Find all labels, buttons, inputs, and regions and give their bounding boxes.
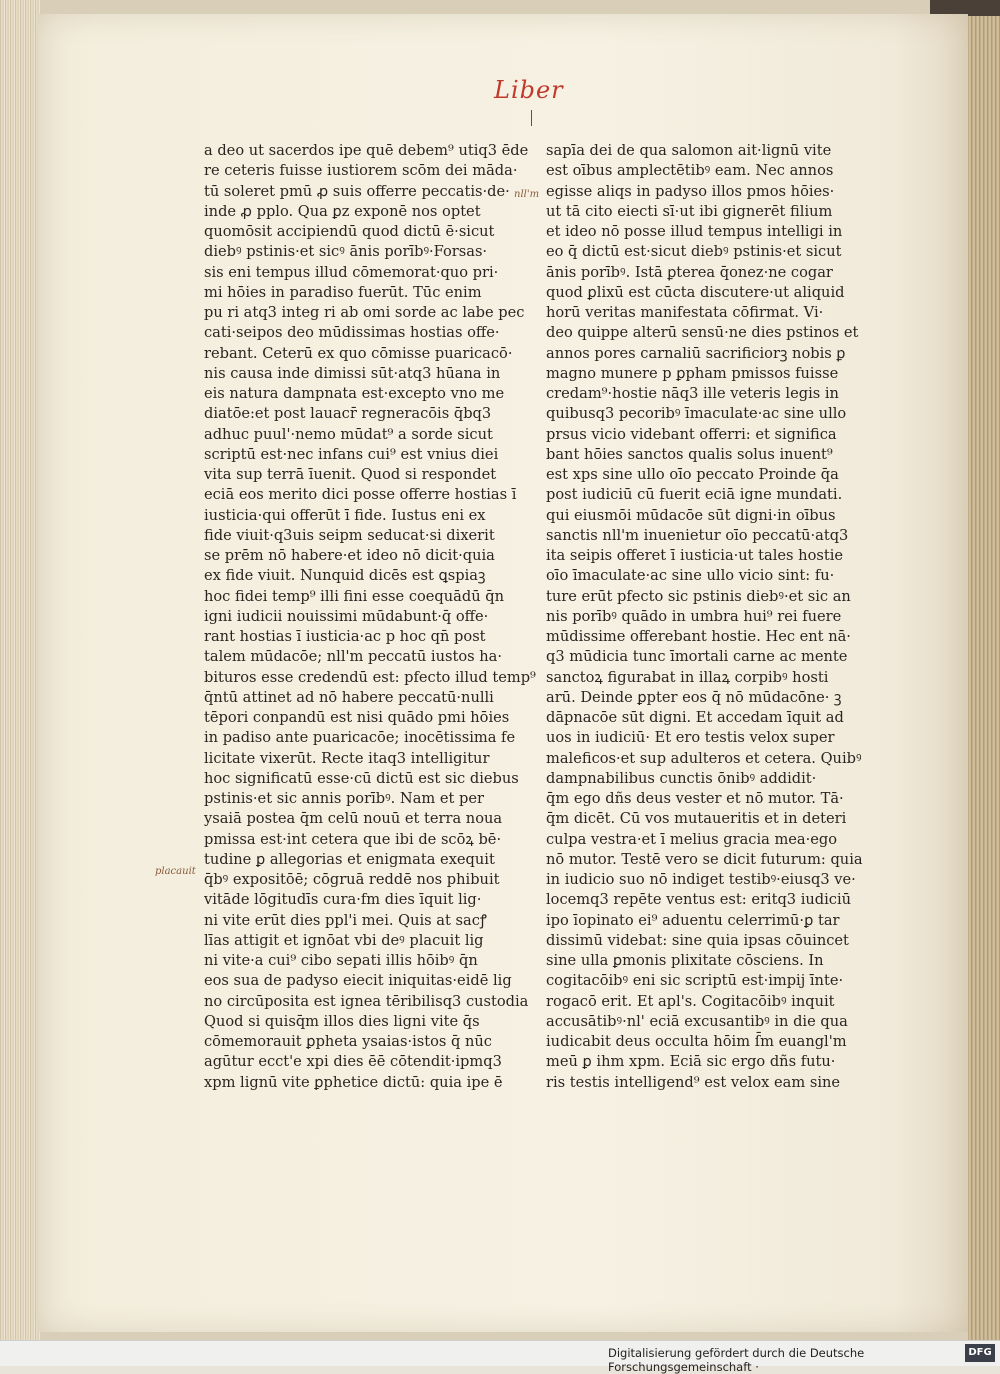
text-line: scriptū est·nec infans cui⁹ est vnius diei (204, 445, 499, 463)
text-line: ita seipis offeret ī iusticia·ut tales hostie (546, 547, 844, 564)
text-line: in padiso ante puaricacōe; inocētissima fe (204, 729, 516, 747)
text-line: in iudicio suo nō indiget testibꝰ·eiusq3 ve· (546, 871, 856, 888)
text-line: sis eni tempus illud cōmemorat·quo pri· (204, 263, 499, 281)
text-line: annos pores carnaliū sacrificiorꝫ nobis ꝑ (546, 344, 846, 362)
text-line: ipo īopinato ei⁹ aduentu celerrimū·ꝑ tar (546, 911, 840, 929)
text-line: rogacō erit. Et apl's. Cogitacōibꝰ inquit (546, 992, 835, 1010)
text-line: deo quippe alterū sensū·ne dies pstinos et (546, 324, 859, 342)
text-line: eo q̄ dictū est·sicut diebꝰ pstinis·et sicut (546, 243, 842, 261)
text-line: nis causa inde dimissi sūt·atq3 hūana in (204, 364, 501, 382)
text-line: ānis porībꝰ. Istā ꝑterea q̄onez·ne cogar (546, 263, 833, 281)
margin-note-right: nll'm (514, 189, 540, 200)
text-line: tēpori conpandū est nisi quādo pmi hōies (204, 709, 510, 726)
text-line: arū. Deinde ꝑpter eos q̄ nō mūdacōne· ꝫ (546, 688, 842, 706)
text-line: no circūposita est ignea tēribilisq3 custodia (204, 992, 529, 1010)
text-line: maleficos·et sup adulteros et cetera. Quibꝰ (546, 749, 862, 767)
text-line: a deo ut sacerdos ipe quē debem⁹ utiq3 ēde (204, 142, 529, 159)
page-heading: Liber (494, 76, 564, 104)
footer-bar (0, 1340, 1000, 1374)
text-line: culpa vestra·et ī melius gracia mea·ego (546, 830, 838, 848)
right-text-column (546, 141, 863, 1093)
text-line: fide viuit·q3uis seipm seducat·si dixerit (204, 526, 495, 544)
text-line: inde ꝓ pplo. Qua ꝑz exponē nos optet (204, 202, 481, 220)
text-line: dāpnacōe sūt digni. Et accedam īquit ad (546, 709, 844, 726)
text-line: līas attigit et ignōat vbi deꝰ placuit lig (204, 931, 484, 949)
text-line: meū ꝑ ihm xpm. Eciā sic ergo dñs futu· (546, 1053, 836, 1071)
text-line: vitāde lōgitudīs cura·fm dies īquit lig· (204, 891, 482, 909)
page-edges-right (968, 0, 1000, 1340)
text-line: ex fide viuit. Nunquid dicēs est ꝗspiaꝫ (204, 567, 486, 585)
text-line: sanctis nll'm inuenietur oīo peccatū·atq3 (546, 526, 849, 544)
text-line: oīo īmaculate·ac sine ullo vicio sint: fu· (546, 567, 835, 585)
text-line: re ceteris fuisse iustiorem scōm dei māda· (204, 162, 518, 180)
text-line: sanctoꝝ figurabat in illaꝝ corpibꝰ hosti (546, 668, 829, 686)
text-line: ysaiā postea q̄m celū nouū et terra noua (204, 810, 503, 828)
text-line: ni vite erūt dies ppl'i mei. Quis at sacꝭ (204, 911, 487, 929)
text-line: magno munere p ꝑpham pmissos fuisse (546, 364, 839, 382)
text-line: quomōsit accipiendū quod dictū ē·sicut (204, 223, 495, 240)
text-line: adhuc puul'·nemo mūdat⁹ a sorde sicut (204, 425, 493, 443)
text-line: egisse aliqs in padyso illos pmos hōies· (546, 182, 835, 200)
text-line: locemq3 repēte ventus est: eritq3 iudiciū (546, 891, 852, 909)
text-line: nō mutor. Testē vero se dicit futurum: quia (546, 850, 863, 868)
text-line: talem mūdacōe; nll'm peccatū iustos ha· (204, 648, 503, 666)
page-edges-left (0, 0, 40, 1340)
text-line: et ideo nō posse illud tempus intelligi in (546, 223, 843, 240)
text-line: mi hōies in paradiso fuerūt. Tūc enim (204, 283, 482, 301)
text-line: pstinis·et sic annis porībꝰ. Nam et per (204, 790, 484, 807)
text-line: eciā eos merito dici posse offerre hostias ī (204, 486, 517, 504)
left-text-column (204, 141, 536, 1093)
text-line: iudicabit deus occulta hōim ſ̄m euangl'm (546, 1033, 847, 1050)
text-line: licitate vixerūt. Recte itaq3 intelligitur (204, 749, 490, 767)
text-line: bant hōies sanctos qualis solus inuent⁹ (546, 445, 833, 463)
text-line: cati·seipos deo mūdissimas hostias offe· (204, 324, 500, 342)
dfg-logo: DFG (965, 1344, 995, 1362)
text-line: quibusq3 pecoribꝰ īmaculate·ac sine ullo (546, 405, 847, 423)
text-line: dampnabilibus cunctis ōnibꝰ addidit· (546, 769, 817, 787)
text-line: post iudiciū cū fuerit eciā igne mundati. (546, 486, 843, 504)
text-line: pmissa est·int cetera que ibi de scōꝝ bē· (204, 830, 502, 848)
text-line: rebant. Ceterū ex quo cōmisse puaricacō· (204, 344, 513, 362)
text-line: dissimū videbat: sine quia ipsas cōuincet (546, 931, 849, 949)
text-line: rant hostias ī iusticia·ac p hoc qn̄ post (204, 628, 486, 645)
text-line: q3 mūdicia tunc īmortali carne ac mente (546, 648, 848, 666)
text-line: iusticia·qui offerūt ī fide. Iustus eni ex (204, 506, 486, 524)
text-line: bituros esse credendū est: pfecto illud temp⁹ (204, 668, 536, 686)
text-line: est xps sine ullo oīo peccato Proinde q̄a (546, 466, 839, 483)
text-line: diebꝰ pstinis·et sicꝰ ānis porībꝰ·Forsas· (204, 243, 488, 261)
text-line: eis natura dampnata est·excepto vno me (204, 385, 505, 402)
text-line: pu ri atq3 integ ri ab omi sorde ac labe pec (204, 304, 525, 321)
text-line: igni iudicii nouissimi mūdabunt·q̄ offe· (204, 607, 489, 625)
footer-credit: Digitalisierung gefördert durch die Deutsche Forschungsgemeinschaft · (608, 1346, 865, 1374)
text-line: sine ulla ꝑmonis plixitate cōsciens. In (546, 952, 824, 969)
text-line: Quod si quisq̄m illos dies ligni vite q̄s (204, 1012, 480, 1030)
text-line: est oībus amplectētibꝰ eam. Nec annos (546, 162, 834, 180)
text-line: uos in iudiciū· Et ero testis velox super (546, 729, 835, 747)
text-line: horū veritas manifestata cōfirmat. Vi· (546, 304, 824, 321)
text-line: ris testis intelligend⁹ est velox eam sine (546, 1073, 841, 1091)
text-line: tū soleret pmū ꝓ suis offerre peccatis·de· (204, 182, 510, 200)
text-line: q̄m dicēt. Cū vos mutaueritis et in deteri (546, 810, 847, 828)
text-line: se prēm nō habere·et ideo nō dicit·quia (204, 547, 495, 564)
text-line: q̄ntū attinet ad nō habere peccatū·nulli (204, 688, 494, 706)
text-line: mūdissime offerebant hostie. Hec ent nā· (546, 628, 851, 645)
text-line: sapīa dei de qua salomon ait·lignū vite (546, 142, 832, 159)
text-line: ture erūt pfecto sic pstinis diebꝰ·et sic an (546, 587, 851, 605)
text-line: q̄bꝰ expositōē; cōgruā reddē nos phibuit (204, 871, 500, 888)
text-line: qui eiusmōi mūdacōe sūt digni·in oībus (546, 506, 836, 524)
text-line: hoc fidei temp⁹ illi fini esse coequādū q̄n (204, 587, 504, 605)
text-line: agūtur ecct'e xpi dies ēē cōtendit·ipmq3 (204, 1053, 502, 1071)
margin-note-left: placauit (155, 866, 196, 877)
heading-tick (531, 110, 532, 126)
text-line: quod ꝑlixū est cūcta discutere·ut aliquid (546, 283, 845, 301)
text-line: q̄m ego dñs deus vester et nō mutor. Tā· (546, 790, 844, 807)
text-line: prsus vicio videbant offerri: et significa (546, 425, 837, 443)
text-line: ni vite·a cui⁹ cibo sepati illis hōibꝰ q̄n (204, 952, 478, 969)
text-line: eos sua de padyso eiecit iniquitas·eidē lig (204, 972, 512, 990)
text-line: diatōe:et post lauacr̄ regneracōis q̄bq3 (204, 405, 492, 423)
text-line: cōmemorauit ꝑpheta ysaias·istos q̄ nūc (204, 1033, 492, 1050)
text-line: xpm lignū vite ꝑphetice dictū: quia ipe ē (204, 1073, 503, 1091)
text-line: cogitacōibꝰ eni sic scriptū est·impij īnte· (546, 972, 844, 990)
text-line: hoc significatū esse·cū dictū est sic diebus (204, 769, 519, 787)
text-line: ut tā cito eiecti sī·ut ibi gignerēt filium (546, 202, 833, 220)
text-line: accusātibꝰ·nl' eciā excusantibꝰ in die qua (546, 1012, 848, 1030)
text-line: vita sup terrā īuenit. Quod si respondet (204, 466, 497, 483)
text-line: nis porībꝰ quādo in umbra hui⁹ rei fuere (546, 607, 842, 625)
text-line: tudine ꝑ allegorias et enigmata exequit (204, 850, 495, 868)
text-line: credam⁹·hostie nāq3 ille veteris legis in (546, 385, 839, 402)
